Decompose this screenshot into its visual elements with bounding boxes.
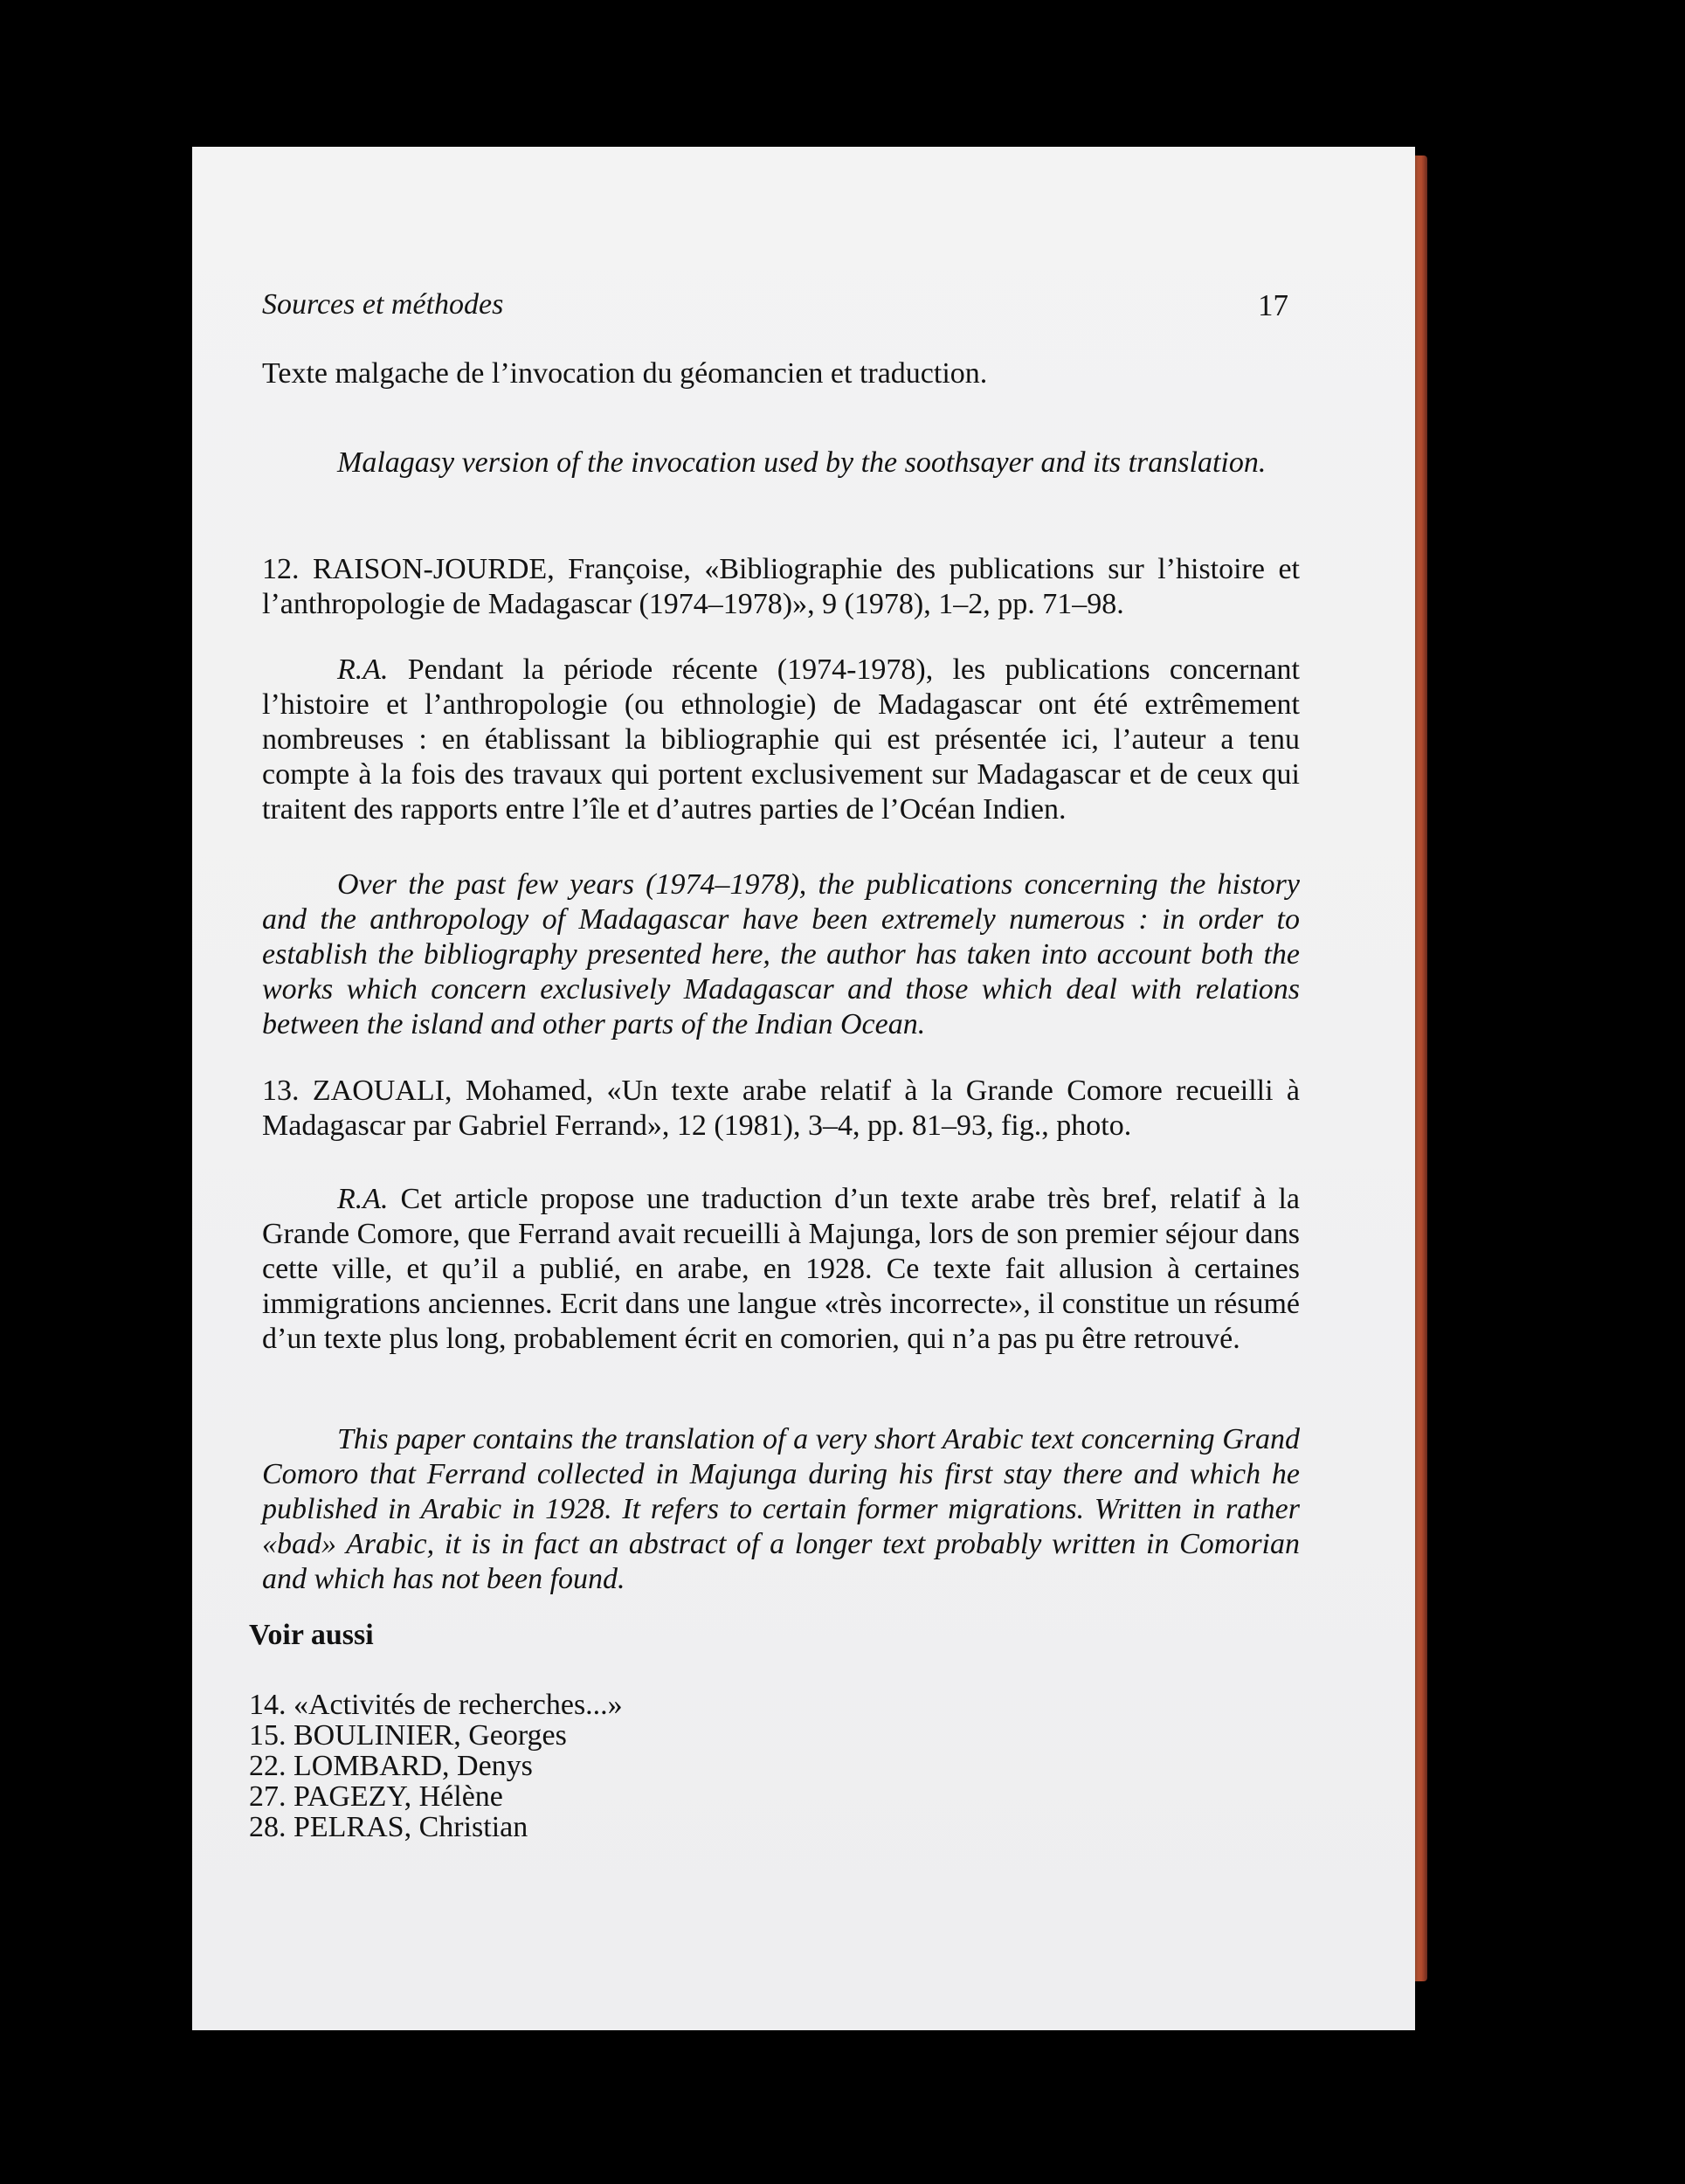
see-also-item: 28. PELRAS, Christian [249, 1811, 528, 1843]
see-also-item: 15. BOULINIER, Georges [249, 1719, 567, 1752]
label-ra: R.A. [337, 1183, 389, 1215]
bibliography-entry-12: 12. RAISON-JOURDE, Françoise, «Bibliographie des publications sur l’histoire et l’anthropologie de Madagascar (1974–1978)», 9 (1978), 1–2, pp. 71–98. [262, 553, 1300, 620]
see-also-item: 22. LOMBARD, Denys [249, 1750, 533, 1782]
page-edge [1413, 156, 1427, 1981]
paragraph-8: This paper contains the translation of a very short Arabic text concerning Grand Comoro that Ferrand collected in Majunga during his first stay there and which he published in Arabic in 1928. It refers to certain former migrations. Written in rather «bad» Arabic, it is in fact an abstract of a longer text probably written in Comorian and which has not been found. [262, 1423, 1300, 1595]
paragraph-1: Texte malgache de l’invocation du géomancien et traduction. [262, 357, 988, 390]
see-also-item: 14. «Activités de recherches...» [249, 1689, 623, 1721]
label-ra: R.A. [337, 653, 389, 686]
see-also-title: Voir aussi [249, 1619, 374, 1651]
running-title: Sources et méthodes [262, 288, 504, 321]
see-also-list [249, 1690, 623, 1842]
paragraph-4 [262, 653, 1300, 827]
bibliography-entry-13: 13. ZAOUALI, Mohamed, «Un texte arabe relatif à la Grande Comore recueilli à Madagascar par Gabriel Ferrand», 12 (1981), 3–4, pp. 81–93, fig., photo. [262, 1075, 1300, 1142]
paragraph-7-text: Cet article propose une traduction d’un texte arabe très bref, relatif à la Grande Comore, que Ferrand avait recueilli à Majunga, lors de son premier séjour dans cette ville, et qu’il a publié, en arabe, en 1928. Ce texte fait allusion à certaines immigrations anciennes. Ecrit dans une langue «très incorrecte», il constitue un résumé d’un texte plus long, probablement écrit en comorien, qui n’a pas pu être retrouvé. [262, 1183, 1301, 1355]
paragraph-7 [262, 1182, 1300, 1357]
paragraph-5: Over the past few years (1974–1978), the publications concerning the history and the anthropology of Madagascar have been extremely numerous : in order to establish the bibliography presented here, the author has taken into account both the works which concern exclusively Madagascar and those which deal with relations between the island and other parts of the Indian Ocean. [262, 868, 1300, 1040]
page-number: 17 [1258, 288, 1288, 322]
paragraph-4-text: Pendant la période récente (1974-1978), les publications concernant l’histoire et l’anthropologie (ou ethnologie) de Madagascar ont été extrêmement nombreuses : en établissant la bibliographie qui est présentée ici, l’auteur a tenu compte à la fois des travaux qui portent exclusivement sur Madagascar et de ceux qui traitent des rapports entre l’île et d’autres parties de l’Océan Indien. [262, 653, 1300, 826]
see-also-item: 27. PAGEZY, Hélène [249, 1780, 503, 1813]
paragraph-2: Malagasy version of the invocation used by the soothsayer and its translation. [337, 446, 1267, 479]
